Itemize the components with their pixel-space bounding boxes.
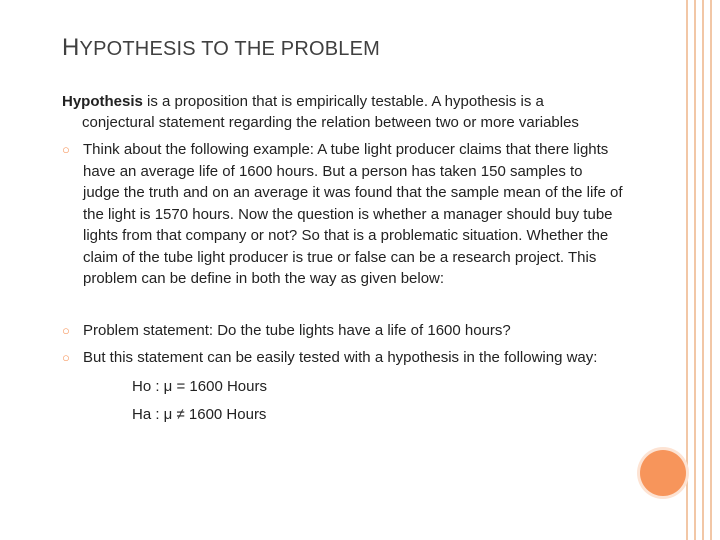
bullet-item xyxy=(62,139,622,290)
bullet-text: But this statement can be easily tested with a hypothesis in the following way: xyxy=(83,349,598,366)
decorative-circle xyxy=(640,450,686,496)
intro-text-line1: is a proposition that is empirically testable. A hypothesis is a xyxy=(142,93,544,110)
bullet-item xyxy=(62,347,662,369)
decorative-rail-line xyxy=(694,0,696,540)
title-rest: YPOTHESIS TO THE PROBLEM xyxy=(79,38,380,60)
slide-title xyxy=(62,34,380,62)
decorative-rail-line xyxy=(710,0,712,540)
decorative-rail-line xyxy=(702,0,704,540)
intro-text-line2: conjectural statement regarding the relation between two or more variables xyxy=(82,114,579,131)
decorative-rail-line xyxy=(686,0,688,540)
null-hypothesis: Ho : μ = 1600 Hours xyxy=(132,378,267,395)
title-first-letter: H xyxy=(62,34,80,61)
intro-lead-term: Hypothesis xyxy=(62,93,143,110)
bullet-circle-icon: ○ xyxy=(62,142,70,157)
bullet-circle-icon: ○ xyxy=(62,350,70,365)
bullet-text: Problem statement: Do the tube lights have a life of 1600 hours? xyxy=(83,322,511,339)
bullet-text: Think about the following example: A tube light producer claims that there lights have an average life of 1600 hours. But a person has taken 150 samples to judge the truth and on an average it was found that the sample mean of the life of the light is 1570 hours. Now the question is whether a manager should buy tube lights from that company or not? So that is a problematic situation. Whether the claim of the tube light producer is true or false can be a research project. This problem can be define in both the way as given below: xyxy=(83,141,623,287)
intro-paragraph xyxy=(62,91,632,133)
alternative-hypothesis: Ha : μ ≠ 1600 Hours xyxy=(132,406,267,423)
bullet-item xyxy=(62,320,662,342)
bullet-circle-icon: ○ xyxy=(62,323,70,338)
